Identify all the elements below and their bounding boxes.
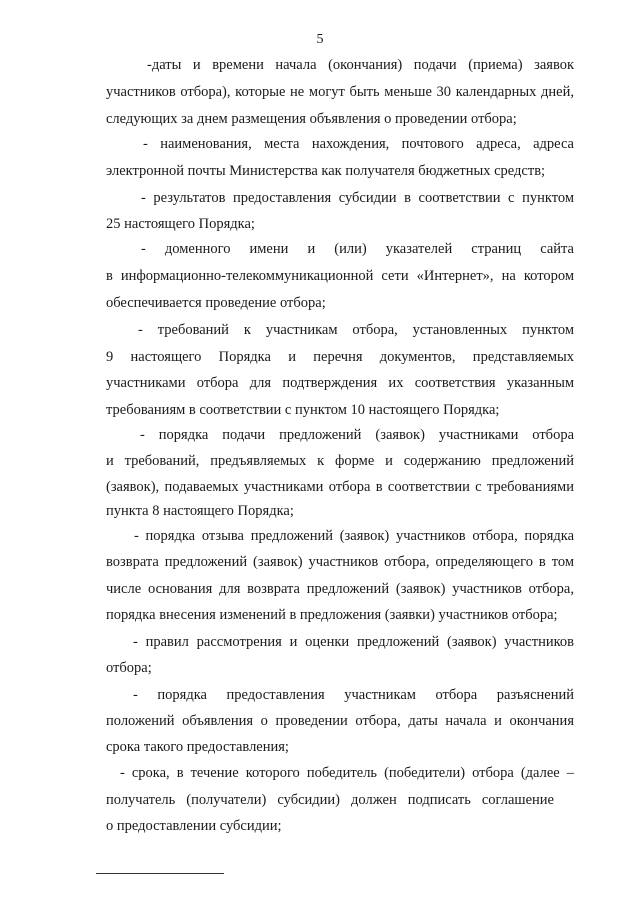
text-line: участниками отбора для подтверждения их соответствия указанным bbox=[106, 375, 574, 391]
text-line: и требований, предъявляемых к форме и содержанию предложений bbox=[106, 453, 574, 469]
text-line: - результатов предоставления субсидии в соответствии с пунктом bbox=[141, 190, 574, 206]
page-number: 5 bbox=[316, 32, 324, 47]
text-line: в информационно-телекоммуникационной сети «Интернет», на котором bbox=[106, 268, 574, 284]
footnote-separator bbox=[96, 873, 224, 874]
text-line: отбора; bbox=[106, 660, 152, 676]
text-line: следующих за днем размещения объявления о проведении отбора; bbox=[106, 111, 517, 127]
text-line: - доменного имени и (или) указателей страниц сайта bbox=[141, 241, 574, 257]
text-line: - срока, в течение которого победитель (победители) отбора (далее – bbox=[120, 765, 574, 781]
text-line: пункта 8 настоящего Порядка; bbox=[106, 503, 294, 519]
text-line: электронной почты Министерства как получателя бюджетных средств; bbox=[106, 163, 546, 179]
text-line: 9 настоящего Порядка и перечня документов, представляемых bbox=[106, 349, 574, 365]
text-line: срока такого предоставления; bbox=[106, 739, 289, 755]
text-line: возврата предложений (заявок) участников отбора, определяющего в том bbox=[106, 554, 574, 570]
text-line: о предоставлении субсидии; bbox=[106, 818, 282, 834]
text-line: числе основания для возврата предложений (заявок) участников отбора, bbox=[106, 581, 574, 597]
text-line: обеспечивается проведение отбора; bbox=[106, 295, 326, 311]
text-line: - порядка отзыва предложений (заявок) участников отбора, порядка bbox=[134, 528, 574, 544]
text-line: - требований к участникам отбора, установленных пунктом bbox=[138, 322, 574, 338]
text-line: получатель (получатели) субсидии) должен подписать соглашение bbox=[106, 792, 554, 808]
text-line: (заявок), подаваемых участниками отбора в соответствии с требованиями bbox=[106, 479, 574, 495]
text-line: - правил рассмотрения и оценки предложений (заявок) участников bbox=[133, 634, 574, 650]
text-line: требованиям в соответствии с пунктом 10 настоящего Порядка; bbox=[106, 402, 500, 418]
text-line: участников отбора), которые не могут быть меньше 30 календарных дней, bbox=[106, 84, 574, 100]
text-line: -даты и времени начала (окончания) подачи (приема) заявок bbox=[147, 57, 574, 73]
text-line: - наименования, места нахождения, почтового адреса, адреса bbox=[143, 136, 574, 152]
text-line: порядка внесения изменений в предложения (заявки) участников отбора; bbox=[106, 607, 558, 623]
text-line: - порядка предоставления участникам отбора разъяснений bbox=[133, 687, 574, 703]
text-line: - порядка подачи предложений (заявок) участниками отбора bbox=[140, 427, 574, 443]
text-line: положений объявления о проведении отбора, даты начала и окончания bbox=[106, 713, 574, 729]
text-line: 25 настоящего Порядка; bbox=[106, 216, 255, 232]
